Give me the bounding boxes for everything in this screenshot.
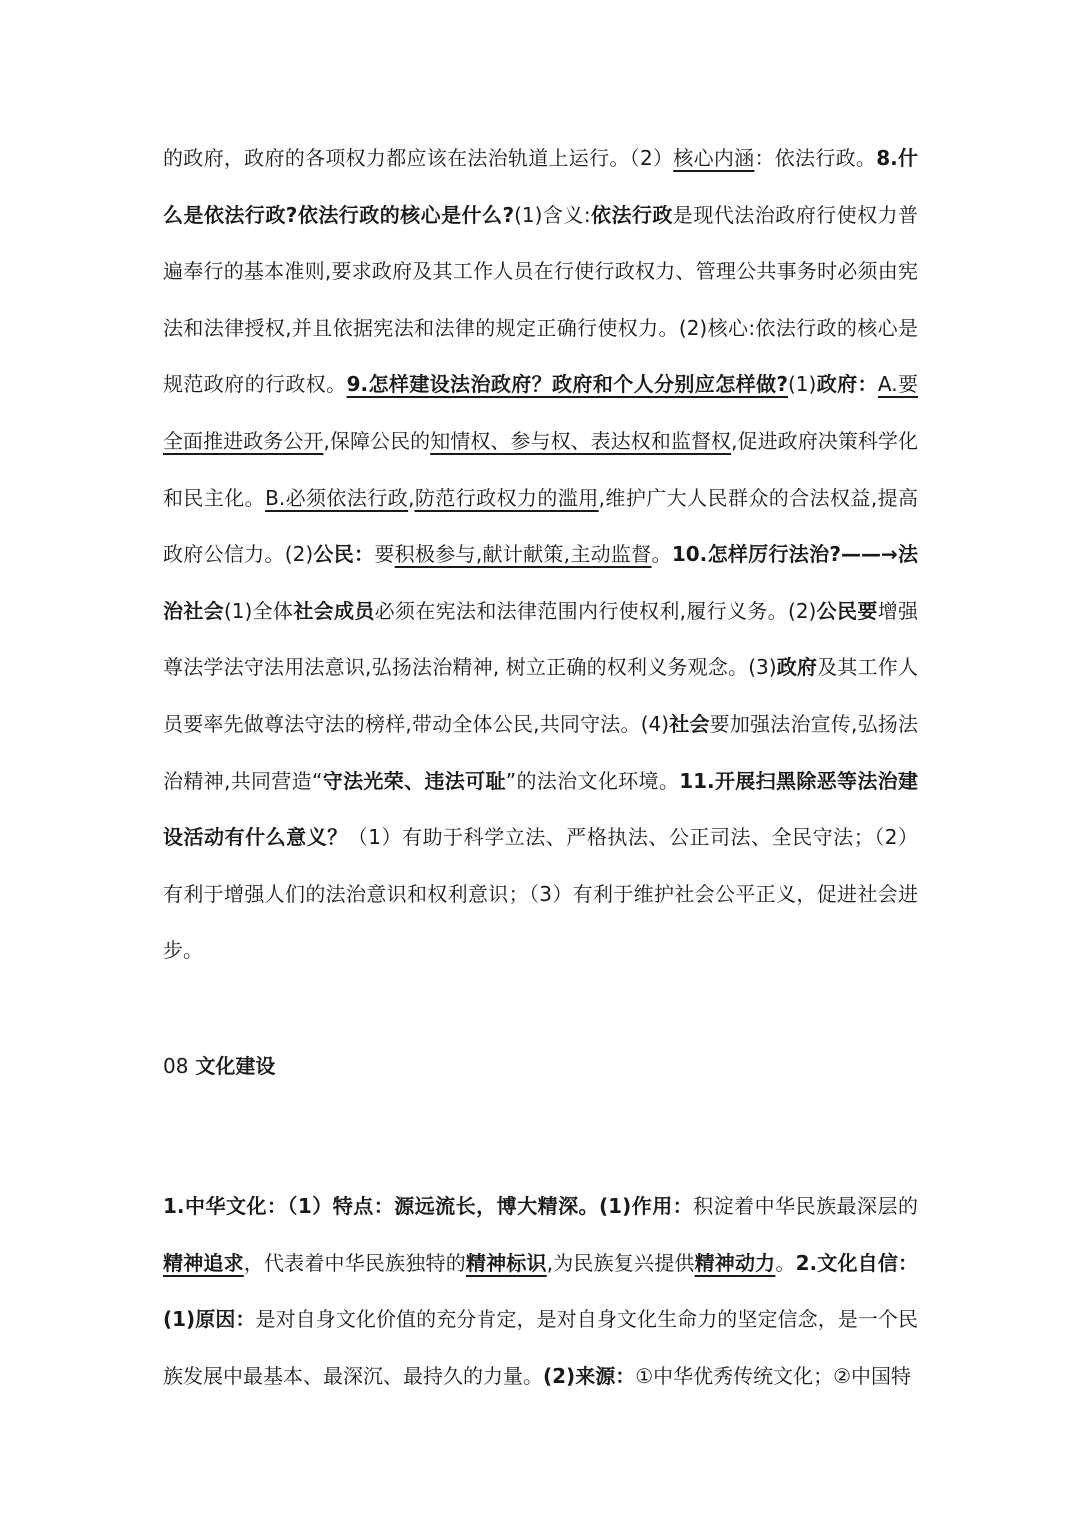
section-heading-culture — [163, 1042, 275, 1090]
text-segment: 公民要 — [816, 598, 878, 623]
text-segment: 精神动力 — [694, 1250, 776, 1275]
text-segment: 1.中华文化：（1）特点：源远流长，博大精深。(1)作用： — [163, 1194, 694, 1218]
text-segment: 公民： — [313, 542, 375, 567]
text-segment: 核心内涵 — [673, 146, 755, 170]
text-segment: ”的法治文化环境。 — [505, 768, 680, 793]
text-segment: 2.文化自信：(1)原因： — [163, 1250, 919, 1332]
text-segment: 政府 — [776, 655, 818, 680]
text-segment: （1）有助于科学立法、严格执法、公正司法、全民守法；（2）有利于增强人们的法治意识和权利意识；（3）有利于维护社会公平正义，促进社会进步。 — [163, 825, 919, 963]
text-segment: 依法行政 — [590, 202, 673, 227]
text-segment: 政府： — [816, 372, 878, 397]
text-segment: ,为民族复兴提供 — [546, 1250, 695, 1275]
text-segment: 增强尊法学法守法用法意识,弘扬法治精神, 树立正确的权利义务观念。(3) — [163, 598, 919, 680]
text-segment: 精神追求 — [163, 1250, 244, 1275]
text-segment: ，代表着中华民族独特的 — [243, 1250, 466, 1275]
text-segment: ：依法行政。 — [754, 146, 877, 170]
text-segment: 9.怎样建设法治政府？政府和个人分别应怎样做? — [346, 372, 788, 397]
text-segment: (1)全体 — [224, 598, 294, 623]
text-segment: ①中华优秀传统文化；②中国特 — [635, 1363, 912, 1388]
text-segment: 精神标识 — [465, 1250, 547, 1275]
section-number: 08 — [163, 1054, 189, 1078]
text-segment: 11.开展扫黑除恶等法治建设活动有什么意义？ — [163, 768, 919, 850]
text-segment: , — [408, 485, 415, 510]
text-segment: 防范行政权力的滥用 — [414, 485, 599, 510]
text-segment: (1)含义: — [514, 202, 591, 227]
text-segment: 10.怎样厉行法治?——→法治社会 — [163, 542, 919, 623]
text-segment: 8.什么是依法行政?依法行政的核心是什么? — [163, 146, 919, 227]
text-segment: 要 — [374, 542, 395, 567]
text-segment: 积淀着中华民族最深层的 — [693, 1194, 918, 1218]
paragraph-rule-of-law — [163, 130, 918, 979]
text-segment: B.必须依法行政 — [265, 485, 409, 510]
text-segment: 守法光荣、违法可耻 — [322, 768, 506, 793]
text-segment: ,促进政府决策科学化和民主化。 — [163, 428, 919, 510]
text-segment: 的政府，政府的各项权力都应该在法治轨道上运行。（2） — [163, 146, 674, 170]
text-segment: 要加强法治宣传,弘扬法治精神,共同营造“ — [163, 711, 919, 793]
text-segment: 是对自身文化价值的充分肯定，是对自身文化生命力的坚定信念，是一个民族发展中最基本、最深沉、最持久的力量。 — [163, 1307, 919, 1388]
text-segment: (2)来源： — [543, 1363, 636, 1388]
text-segment: 是现代法治政府行使权力普遍奉行的基本准则,要求政府及其工作人员在行使行政权力、管理公共事务时必须由宪法和法律授权,并且依据宪法和法律的规定正确行使权力。(2)核心:依法行政的核心是规范政府的行政权。 — [163, 202, 919, 397]
text-segment: (1) — [787, 372, 817, 397]
text-segment: 。 — [651, 542, 672, 567]
text-segment: 及其工作人员要率先做尊法守法的榜样,带动全体公民,共同守法。(4) — [163, 655, 919, 736]
text-segment: 社会成员 — [293, 598, 375, 623]
text-segment: 必须在宪法和法律范围内行使权利,履行义务。(2) — [374, 598, 817, 623]
culture-section-text — [163, 1178, 918, 1404]
law-section-text — [163, 130, 918, 979]
text-segment: 。 — [775, 1250, 796, 1275]
text-segment: ,维护广大人民群众的合法权益,提高政府公信力。(2) — [163, 485, 919, 567]
text-segment: 知情权、参与权、表达权和监督权 — [430, 428, 732, 453]
text-segment: A.要全面推进政务公开 — [163, 372, 919, 453]
text-segment: 社会 — [669, 711, 710, 736]
paragraph-chinese-culture — [163, 1178, 918, 1404]
section-title: 文化建设 — [195, 1054, 276, 1078]
text-segment: 积极参与,献计献策,主动监督 — [394, 542, 652, 567]
text-segment: ,保障公民的 — [323, 428, 431, 453]
